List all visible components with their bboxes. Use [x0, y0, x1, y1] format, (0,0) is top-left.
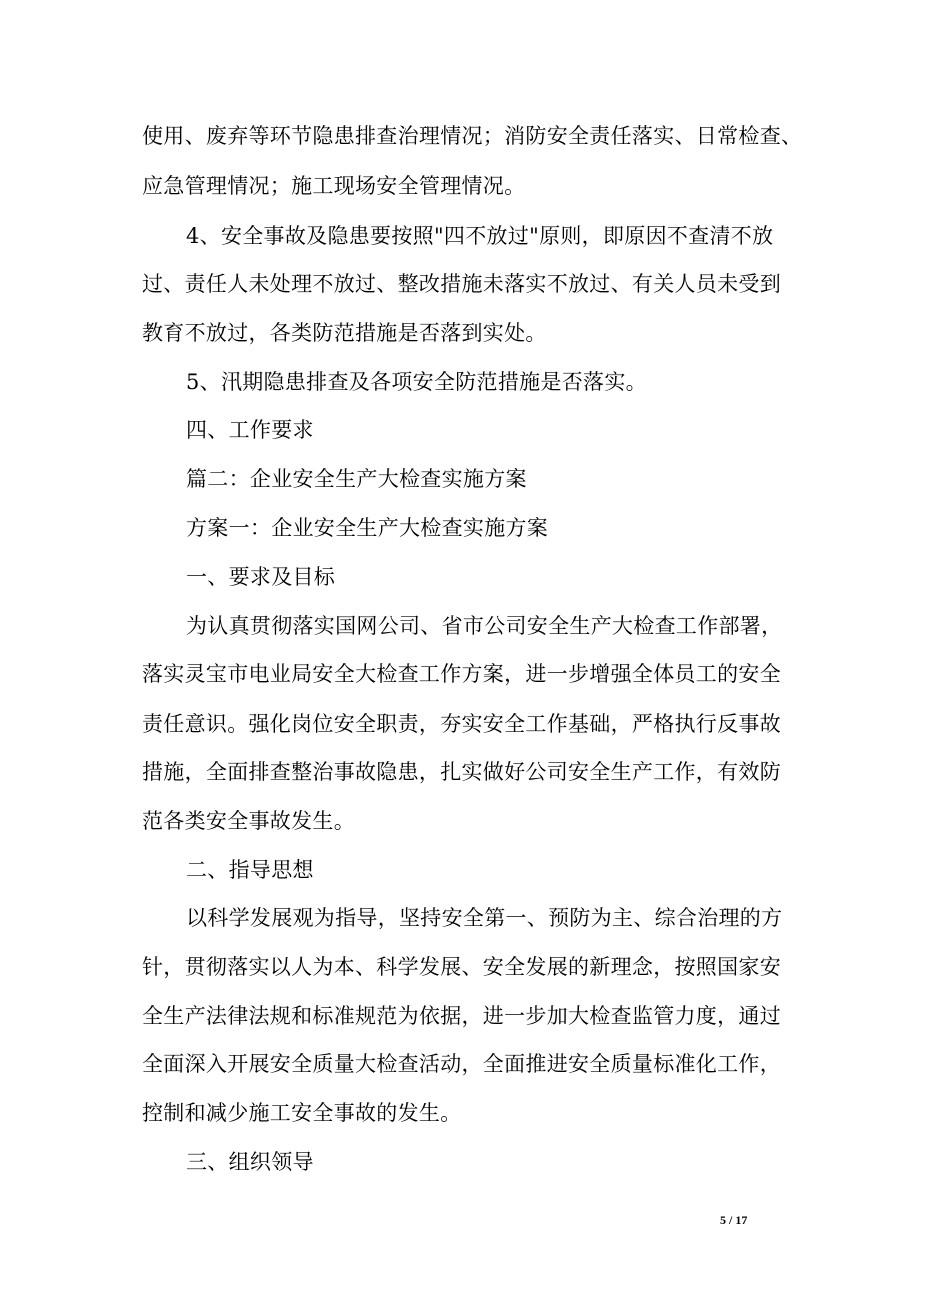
text-line: 以科学发展观为指导，坚持安全第一、预防为主、综合治理的方 [186, 906, 783, 930]
section-heading: 一、要求及目标 [186, 565, 336, 589]
text-line: 措施，全面排查整治事故隐患，扎实做好公司安全生产工作，有效防 [142, 760, 781, 784]
text-line: 全面深入开展安全质量大检查活动，全面推进安全质量标准化工作， [142, 1052, 781, 1076]
section-heading: 方案一：企业安全生产大检查实施方案 [186, 516, 549, 540]
section-heading: 四、工作要求 [186, 418, 314, 442]
text-line: 责任意识。强化岗位安全职责，夯实安全工作基础，严格执行反事故 [142, 712, 781, 736]
section-heading: 三、组织领导 [186, 1150, 314, 1174]
text-line: 应急管理情况；施工现场安全管理情况。 [142, 174, 526, 198]
text-line: 全生产法律法规和标准规范为依据，进一步加大检查监管力度，通过 [142, 1004, 781, 1028]
section-heading: 二、指导思想 [186, 858, 314, 882]
text-line: 为认真贯彻落实国网公司、省市公司安全生产大检查工作部署， [186, 614, 783, 638]
text-line: 使用、废弃等环节隐患排查治理情况；消防安全责任落实、日常检查、 [142, 124, 803, 148]
text-line: 控制和减少施工安全事故的发生。 [142, 1101, 462, 1125]
text-line: 5、汛期隐患排查及各项安全防范措施是否落实。 [186, 370, 647, 394]
text-line: 过、责任人未处理不放过、整改措施未落实不放过、有关人员未受到 [142, 272, 781, 296]
text-line: 教育不放过，各类防范措施是否落到实处。 [142, 321, 547, 345]
text-line: 范各类安全事故发生。 [142, 809, 355, 833]
section-heading: 篇二：企业安全生产大检查实施方案 [186, 467, 527, 491]
text-line: 落实灵宝市电业局安全大检查工作方案，进一步增强全体员工的安全 [142, 662, 781, 686]
text-line: 4、安全事故及隐患要按照"四不放过"原则，即原因不查清不放 [186, 224, 774, 248]
text-line: 针，贯彻落实以人为本、科学发展、安全发展的新理念，按照国家安 [142, 955, 781, 979]
page-number: 5 / 17 [720, 1213, 748, 1227]
